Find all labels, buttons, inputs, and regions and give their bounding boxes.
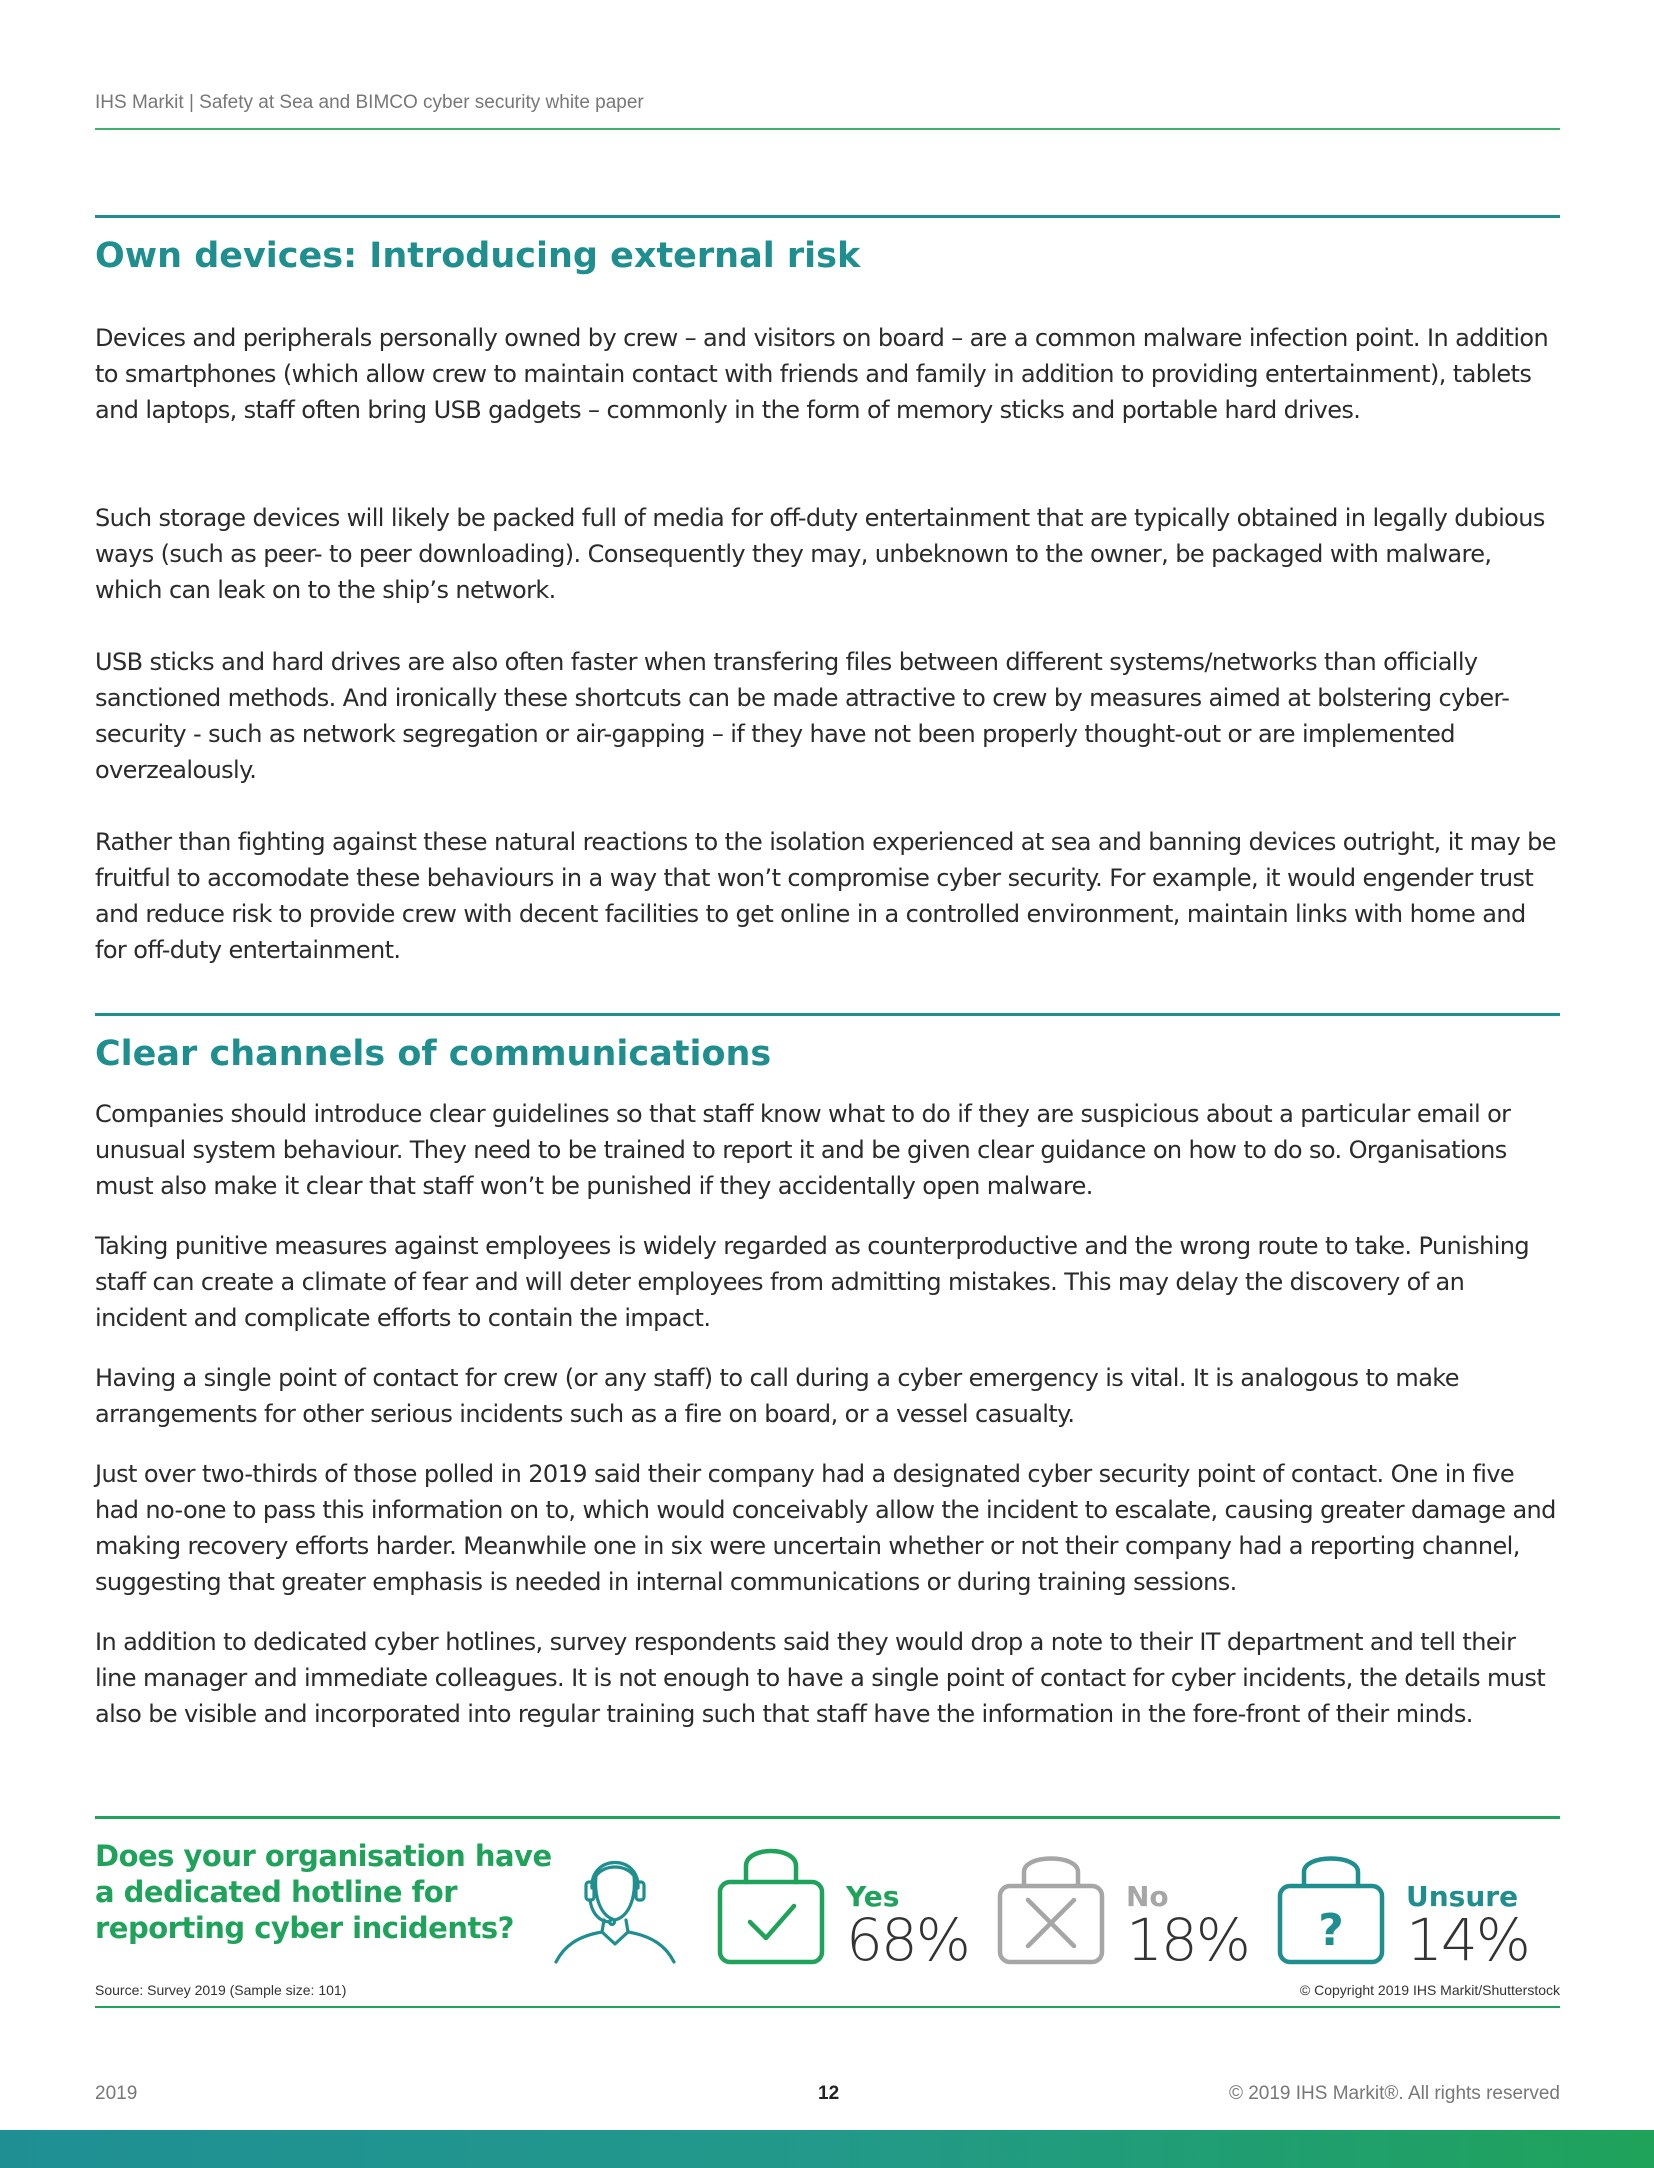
paragraph: Devices and peripherals personally owned by crew – and visitors on board – are a common malware infection point. In addition to smartphones (which allow crew to maintain contact with friends and family in addition to providing entertainment), tablets and laptops, staff often bring USB gadgets – commonly in the form of memory sticks and portable hard drives. — [95, 324, 1549, 424]
question-lock-icon — [1276, 1848, 1386, 1966]
answer-label-unsure: Unsure — [1406, 1880, 1519, 1913]
section-divider — [95, 1013, 1560, 1016]
header-divider — [95, 128, 1560, 130]
paragraph: USB sticks and hard drives are also often faster when transfering files between different systems/networks than officially sanctioned methods. And ironically these shortcuts can be made attractive to crew by measures aimed at bolstering cyber-security - such as network segregation or air-gapping – if they have not been properly thought-out or are implemented overzealously. — [95, 648, 1510, 784]
page-number: 12 — [818, 2083, 840, 2104]
cross-lock-icon — [996, 1848, 1106, 1966]
running-header: IHS Markit | Safety at Sea and BIMCO cyber security white paper — [95, 92, 644, 113]
footer-year: 2019 — [95, 2083, 138, 2104]
paragraph: Taking punitive measures against employees is widely regarded as counterproductive and the wrong route to take. Punishing staff can create a climate of fear and will deter employees from admitting mistakes. This may delay the discovery of an incident and complicate efforts to contain the impact. — [95, 1232, 1530, 1332]
paragraph: Just over two-thirds of those polled in 2019 said their company had a designated cyber security point of contact. One in five had no-one to pass this information on to, which would conceivably allow the incident to escalate, causing greater damage and making recovery efforts harder. Meanwhile one in six were uncertain whether or not their company had a reporting channel, suggesting that greater emphasis is needed in internal communications or during training sessions. — [95, 1460, 1556, 1596]
answer-value-no: 18% — [1126, 1906, 1249, 1974]
section-title-communications: Clear channels of communications — [95, 1034, 772, 1074]
paragraph: Companies should introduce clear guidelines so that staff know what to do if they are suspicious about a particular email or unusual system behaviour. They need to be trained to report it and be given clear guidance on how to do so. Organisations must also make it clear that staff won’t be punished if they accidentally open malware. — [95, 1100, 1511, 1200]
image-credit: © Copyright 2019 IHS Markit/Shutterstock — [1299, 1982, 1560, 1998]
answer-value-unsure: 14% — [1406, 1906, 1529, 1974]
survey-top-divider — [95, 1816, 1560, 1819]
paragraph: Having a single point of contact for crew (or any staff) to call during a cyber emergency is vital. It is analogous to make arrangements for other serious incidents such as a fire on board, or a vessel casualty. — [95, 1364, 1459, 1428]
paragraph: In addition to dedicated cyber hotlines, survey respondents said they would drop a note to their IT department and tell their line manager and immediate colleagues. It is not enough to have a single point of contact for cyber incidents, the details must also be visible and incorporated into regular training such that staff have the information in the fore-front of their minds. — [95, 1628, 1546, 1728]
survey-question: Does your organisation have a dedicated hotline for reporting cyber incidents? — [95, 1839, 552, 1945]
section-divider — [95, 215, 1560, 218]
svg-text:?: ? — [1318, 1905, 1344, 1956]
paragraph: Such storage devices will likely be packed full of media for off-duty entertainment that are typically obtained in legally dubious ways (such as peer- to peer downloading). Consequently they may, unbeknown to the owner, be packaged with malware, which can leak on to the ship’s network. — [95, 504, 1545, 604]
answer-label-no: No — [1126, 1880, 1169, 1913]
survey-bottom-divider — [95, 2006, 1560, 2008]
answer-value-yes: 68% — [846, 1906, 969, 1974]
footer-color-band — [0, 2130, 1654, 2168]
footer-copyright: © 2019 IHS Markit®. All rights reserved — [1228, 2083, 1560, 2104]
survey-source: Source: Survey 2019 (Sample size: 101) — [95, 1982, 347, 1998]
section-title-own-devices: Own devices: Introducing external risk — [95, 236, 861, 276]
paragraph: Rather than fighting against these natural reactions to the isolation experienced at sea and banning devices outright, it may be fruitful to accomodate these behaviours in a way that won’t compromise cyber security. For example, it would engender trust and reduce risk to provide crew with decent facilities to get online in a controlled environment, maintain links with home and for off-duty entertainment. — [95, 828, 1556, 964]
answer-label-yes: Yes — [846, 1880, 900, 1913]
headset-agent-icon — [552, 1836, 678, 1964]
check-lock-icon — [716, 1838, 826, 1966]
